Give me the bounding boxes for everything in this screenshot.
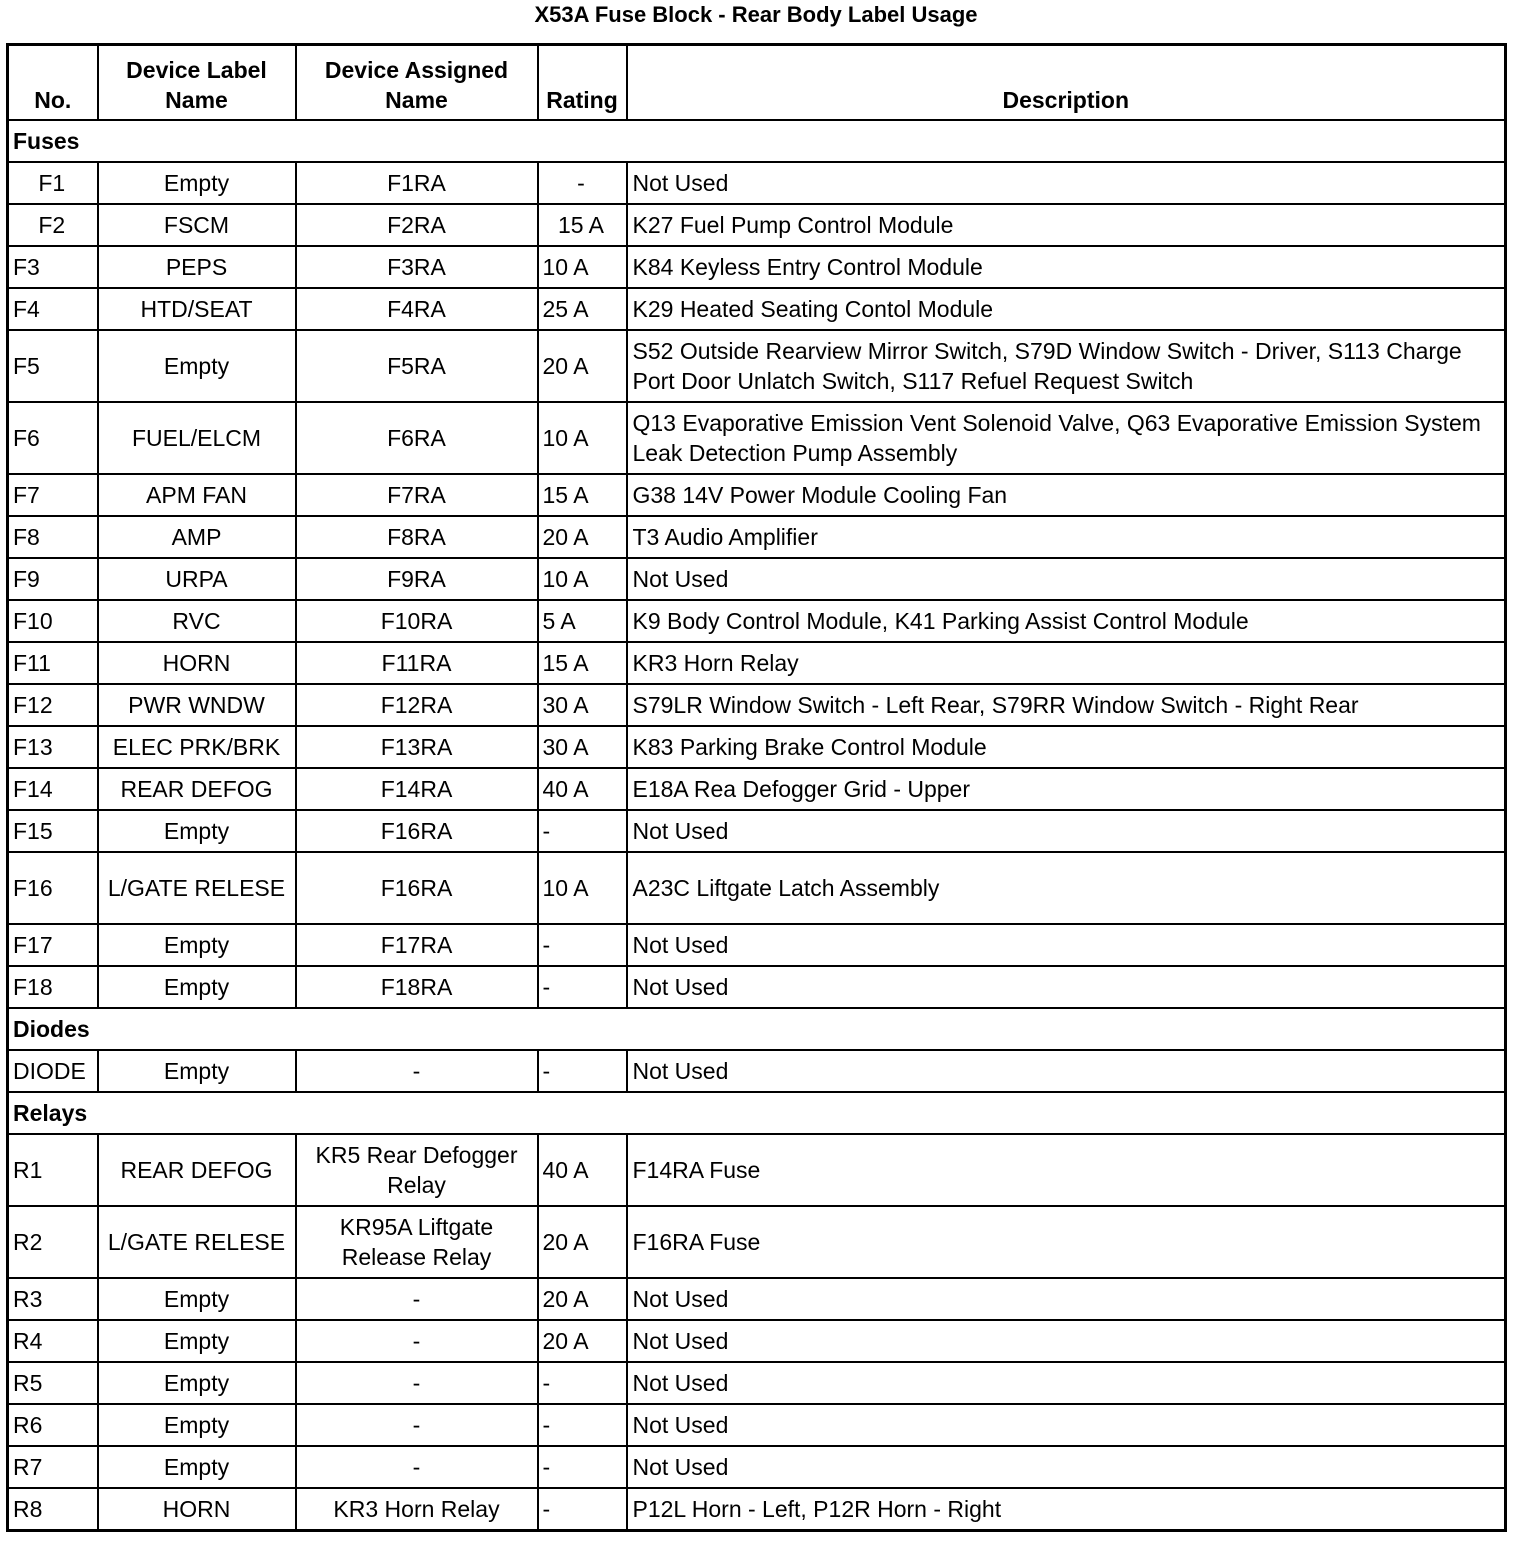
cell-rating: 15 A (538, 474, 627, 516)
fuse-table (6, 43, 1507, 1532)
cell-description: Not Used (627, 966, 1506, 1008)
cell-no: F2 (8, 204, 98, 246)
cell-no: F15 (8, 810, 98, 852)
cell-rating: - (538, 966, 627, 1008)
cell-assigned: - (296, 1278, 538, 1320)
cell-no: F3 (8, 246, 98, 288)
cell-assigned: F16RA (296, 852, 538, 924)
cell-label: L/GATE RELESE (98, 1206, 296, 1278)
cell-no: F13 (8, 726, 98, 768)
cell-rating: 40 A (538, 768, 627, 810)
cell-no: R3 (8, 1278, 98, 1320)
cell-rating: 20 A (538, 516, 627, 558)
table-row (8, 810, 1506, 852)
cell-label: PWR WNDW (98, 684, 296, 726)
cell-label: URPA (98, 558, 296, 600)
cell-description: Not Used (627, 558, 1506, 600)
cell-description: F16RA Fuse (627, 1206, 1506, 1278)
cell-description: Not Used (627, 924, 1506, 966)
cell-label: Empty (98, 1446, 296, 1488)
cell-description: Not Used (627, 1446, 1506, 1488)
cell-description: A23C Liftgate Latch Assembly (627, 852, 1506, 924)
cell-no: R5 (8, 1362, 98, 1404)
cell-label: Empty (98, 1050, 296, 1092)
cell-assigned: F3RA (296, 246, 538, 288)
table-row (8, 516, 1506, 558)
section-title-fuses: Fuses (8, 120, 1506, 162)
cell-description: Not Used (627, 810, 1506, 852)
cell-label: REAR DEFOG (98, 1134, 296, 1206)
table-row (8, 1206, 1506, 1278)
cell-description: T3 Audio Amplifier (627, 516, 1506, 558)
cell-label: Empty (98, 1320, 296, 1362)
cell-assigned: KR5 Rear Defogger Relay (296, 1134, 538, 1206)
table-row (8, 1134, 1506, 1206)
cell-rating: - (538, 810, 627, 852)
cell-rating: 10 A (538, 246, 627, 288)
cell-label: HORN (98, 642, 296, 684)
cell-description: Not Used (627, 162, 1506, 204)
cell-assigned: KR3 Horn Relay (296, 1488, 538, 1531)
cell-label: Empty (98, 162, 296, 204)
cell-rating: - (538, 1362, 627, 1404)
cell-description: Not Used (627, 1362, 1506, 1404)
cell-no: F1 (8, 162, 98, 204)
header-device-assigned-name: Device Assigned Name (296, 45, 538, 121)
cell-rating: 20 A (538, 330, 627, 402)
cell-description: Q13 Evaporative Emission Vent Solenoid Valve, Q63 Evaporative Emission System Leak Detection Pump Assembly (627, 402, 1506, 474)
cell-no: DIODE (8, 1050, 98, 1092)
cell-description: S79LR Window Switch - Left Rear, S79RR Window Switch - Right Rear (627, 684, 1506, 726)
cell-assigned: - (296, 1446, 538, 1488)
cell-label: REAR DEFOG (98, 768, 296, 810)
table-row (8, 162, 1506, 204)
cell-rating: 10 A (538, 402, 627, 474)
table-row (8, 1446, 1506, 1488)
cell-label: RVC (98, 600, 296, 642)
section-row (8, 120, 1506, 162)
cell-assigned: F8RA (296, 516, 538, 558)
table-row (8, 1488, 1506, 1531)
section-row (8, 1008, 1506, 1050)
cell-assigned: F5RA (296, 330, 538, 402)
cell-rating: 20 A (538, 1278, 627, 1320)
cell-rating: - (538, 924, 627, 966)
cell-no: R7 (8, 1446, 98, 1488)
cell-no: F17 (8, 924, 98, 966)
table-row (8, 852, 1506, 924)
cell-label: APM FAN (98, 474, 296, 516)
cell-label: FSCM (98, 204, 296, 246)
cell-description: S52 Outside Rearview Mirror Switch, S79D Window Switch - Driver, S113 Charge Port Door Unlatch Switch, S117 Refuel Request Switch (627, 330, 1506, 402)
cell-no: R8 (8, 1488, 98, 1531)
cell-description: K9 Body Control Module, K41 Parking Assist Control Module (627, 600, 1506, 642)
table-row (8, 402, 1506, 474)
cell-assigned: F10RA (296, 600, 538, 642)
table-row (8, 1320, 1506, 1362)
cell-assigned: F12RA (296, 684, 538, 726)
cell-description: Not Used (627, 1404, 1506, 1446)
cell-rating: 20 A (538, 1320, 627, 1362)
table-row (8, 288, 1506, 330)
cell-rating: 30 A (538, 684, 627, 726)
cell-description: P12L Horn - Left, P12R Horn - Right (627, 1488, 1506, 1531)
cell-no: R1 (8, 1134, 98, 1206)
cell-label: Empty (98, 1404, 296, 1446)
cell-assigned: KR95A Liftgate Release Relay (296, 1206, 538, 1278)
cell-label: HTD/SEAT (98, 288, 296, 330)
table-row (8, 558, 1506, 600)
cell-label: Empty (98, 810, 296, 852)
cell-assigned: F18RA (296, 966, 538, 1008)
cell-label: Empty (98, 1278, 296, 1320)
cell-description: Not Used (627, 1320, 1506, 1362)
cell-assigned: F1RA (296, 162, 538, 204)
cell-rating: - (538, 1050, 627, 1092)
cell-assigned: F9RA (296, 558, 538, 600)
cell-no: F16 (8, 852, 98, 924)
cell-assigned: F7RA (296, 474, 538, 516)
cell-no: F9 (8, 558, 98, 600)
table-row (8, 1278, 1506, 1320)
cell-rating: 25 A (538, 288, 627, 330)
cell-rating: 20 A (538, 1206, 627, 1278)
header-device-label-name: Device Label Name (98, 45, 296, 121)
table-row (8, 474, 1506, 516)
cell-rating: - (538, 162, 627, 204)
cell-label: PEPS (98, 246, 296, 288)
cell-rating: 5 A (538, 600, 627, 642)
cell-description: G38 14V Power Module Cooling Fan (627, 474, 1506, 516)
cell-rating: 15 A (538, 642, 627, 684)
table-row (8, 684, 1506, 726)
cell-no: F7 (8, 474, 98, 516)
cell-assigned: F13RA (296, 726, 538, 768)
cell-description: K83 Parking Brake Control Module (627, 726, 1506, 768)
cell-assigned: F2RA (296, 204, 538, 246)
table-row (8, 1050, 1506, 1092)
header-description: Description (627, 45, 1506, 121)
table-row (8, 330, 1506, 402)
cell-description: K84 Keyless Entry Control Module (627, 246, 1506, 288)
table-row (8, 726, 1506, 768)
cell-no: F12 (8, 684, 98, 726)
table-row (8, 768, 1506, 810)
cell-description: Not Used (627, 1050, 1506, 1092)
cell-label: AMP (98, 516, 296, 558)
cell-no: F11 (8, 642, 98, 684)
section-row (8, 1092, 1506, 1134)
cell-rating: - (538, 1446, 627, 1488)
cell-description: F14RA Fuse (627, 1134, 1506, 1206)
cell-rating: 10 A (538, 558, 627, 600)
cell-label: L/GATE RELESE (98, 852, 296, 924)
cell-no: F6 (8, 402, 98, 474)
cell-assigned: F11RA (296, 642, 538, 684)
cell-label: Empty (98, 1362, 296, 1404)
cell-no: R6 (8, 1404, 98, 1446)
cell-label: ELEC PRK/BRK (98, 726, 296, 768)
cell-label: FUEL/ELCM (98, 402, 296, 474)
cell-rating: 40 A (538, 1134, 627, 1206)
cell-description: K27 Fuel Pump Control Module (627, 204, 1506, 246)
cell-rating: - (538, 1404, 627, 1446)
table-row (8, 1404, 1506, 1446)
cell-assigned: - (296, 1320, 538, 1362)
cell-assigned: - (296, 1050, 538, 1092)
cell-assigned: F14RA (296, 768, 538, 810)
table-row (8, 600, 1506, 642)
cell-description: K29 Heated Seating Contol Module (627, 288, 1506, 330)
cell-assigned: F6RA (296, 402, 538, 474)
table-body (8, 120, 1506, 1531)
cell-no: R4 (8, 1320, 98, 1362)
cell-description: KR3 Horn Relay (627, 642, 1506, 684)
table-row (8, 924, 1506, 966)
cell-no: F14 (8, 768, 98, 810)
cell-label: Empty (98, 966, 296, 1008)
cell-no: F5 (8, 330, 98, 402)
cell-assigned: F4RA (296, 288, 538, 330)
cell-rating: 30 A (538, 726, 627, 768)
section-title-diodes: Diodes (8, 1008, 1506, 1050)
cell-no: F18 (8, 966, 98, 1008)
cell-label: Empty (98, 924, 296, 966)
header-row (8, 45, 1506, 121)
cell-description: Not Used (627, 1278, 1506, 1320)
cell-no: F8 (8, 516, 98, 558)
cell-assigned: - (296, 1404, 538, 1446)
table-row (8, 1362, 1506, 1404)
cell-label: HORN (98, 1488, 296, 1531)
cell-rating: - (538, 1488, 627, 1531)
table-row (8, 642, 1506, 684)
table-row (8, 246, 1506, 288)
table-row (8, 204, 1506, 246)
cell-assigned: F17RA (296, 924, 538, 966)
cell-description: E18A Rea Defogger Grid - Upper (627, 768, 1506, 810)
cell-assigned: F16RA (296, 810, 538, 852)
header-rating: Rating (538, 45, 627, 121)
cell-rating: 15 A (538, 204, 627, 246)
page-title: X53A Fuse Block - Rear Body Label Usage (534, 2, 978, 27)
table-row (8, 966, 1506, 1008)
cell-label: Empty (98, 330, 296, 402)
cell-no: R2 (8, 1206, 98, 1278)
header-no: No. (8, 45, 98, 121)
cell-rating: 10 A (538, 852, 627, 924)
cell-no: F4 (8, 288, 98, 330)
section-title-relays: Relays (8, 1092, 1506, 1134)
cell-assigned: - (296, 1362, 538, 1404)
cell-no: F10 (8, 600, 98, 642)
